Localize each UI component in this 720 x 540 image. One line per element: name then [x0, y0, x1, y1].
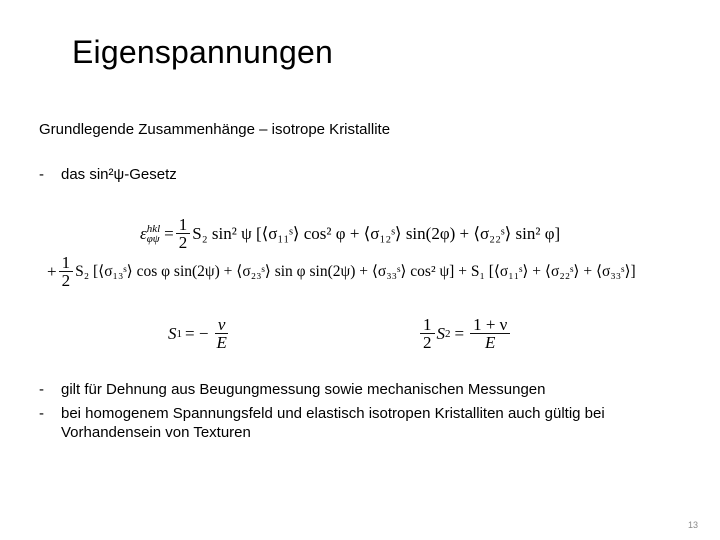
fraction-one-half [59, 254, 74, 289]
fraction-one-half [176, 216, 191, 251]
s1-symbol: S [168, 323, 177, 343]
fraction-numerator: ν [215, 316, 229, 334]
slide-title: Eigenspannungen [72, 34, 334, 70]
s2-equals: = [454, 323, 465, 343]
bullet-dash: - [39, 381, 44, 398]
fraction-denominator: 2 [61, 271, 71, 290]
bullet-dash: - [39, 405, 44, 422]
equals-sign: = [164, 223, 174, 243]
fraction-numerator: 1 [176, 216, 191, 234]
strain-superscript: hkl [146, 222, 161, 235]
page-number: 13 [687, 520, 698, 530]
equation-line-1 [140, 216, 560, 251]
bullet-text: bei homogenem Spannungsfeld und elastisch isotropen Kristalliten auch gültig bei [61, 405, 605, 422]
fraction-numerator: 1 [420, 316, 435, 334]
fraction-numerator: 1 [59, 254, 74, 272]
equation-s1 [168, 316, 232, 351]
equation-line-2 [47, 254, 636, 289]
s1-equals-minus: = − [185, 323, 209, 343]
fraction-denominator: 2 [423, 333, 432, 352]
fraction-denominator: E [216, 333, 227, 352]
bullet-dash: - [39, 166, 44, 183]
s2-subscript: 2 [445, 327, 451, 340]
bullet-text: das sin²ψ-Gesetz [61, 166, 177, 183]
fraction-one-plus-nu-over-e [470, 316, 510, 351]
strain-symbol: ε [140, 223, 147, 243]
bullet-text: gilt für Dehnung aus Beugungmessung sowie mechanischen Messungen [61, 381, 546, 398]
fraction-denominator: 2 [178, 233, 188, 252]
equation-line-2-terms: S₂ [⟨σ₁₃ˢ⟩ cos φ sin(2ψ) + ⟨σ₂₃ˢ⟩ sin φ sin(2ψ) + ⟨σ₃₃ˢ⟩ cos² ψ] + S₁ [⟨σ₁₁ˢ⟩ + ⟨σ₂₂ˢ⟩ + ⟨σ₃₃ˢ⟩] [75, 263, 636, 280]
equation-s2 [418, 316, 512, 351]
s1-subscript: 1 [176, 327, 182, 340]
bullet-text-continuation: Vorhandensein von Texturen [61, 424, 251, 441]
fraction-denominator: E [485, 333, 496, 352]
equation-line-1-terms: S₂ sin² ψ [⟨σ₁₁ˢ⟩ cos² φ + ⟨σ₁₂ˢ⟩ sin(2φ) + ⟨σ₂₂ˢ⟩ sin² φ] [192, 223, 561, 243]
slide-subtitle: Grundlegende Zusammenhänge – isotrope Kristallite [39, 121, 391, 138]
fraction-nu-over-e [213, 316, 229, 351]
fraction-numerator: 1 + ν [470, 316, 510, 334]
plus-sign: + [47, 261, 57, 281]
strain-subscript: φψ [146, 232, 160, 245]
fraction-one-half [420, 316, 435, 351]
s2-symbol: S [436, 323, 445, 343]
